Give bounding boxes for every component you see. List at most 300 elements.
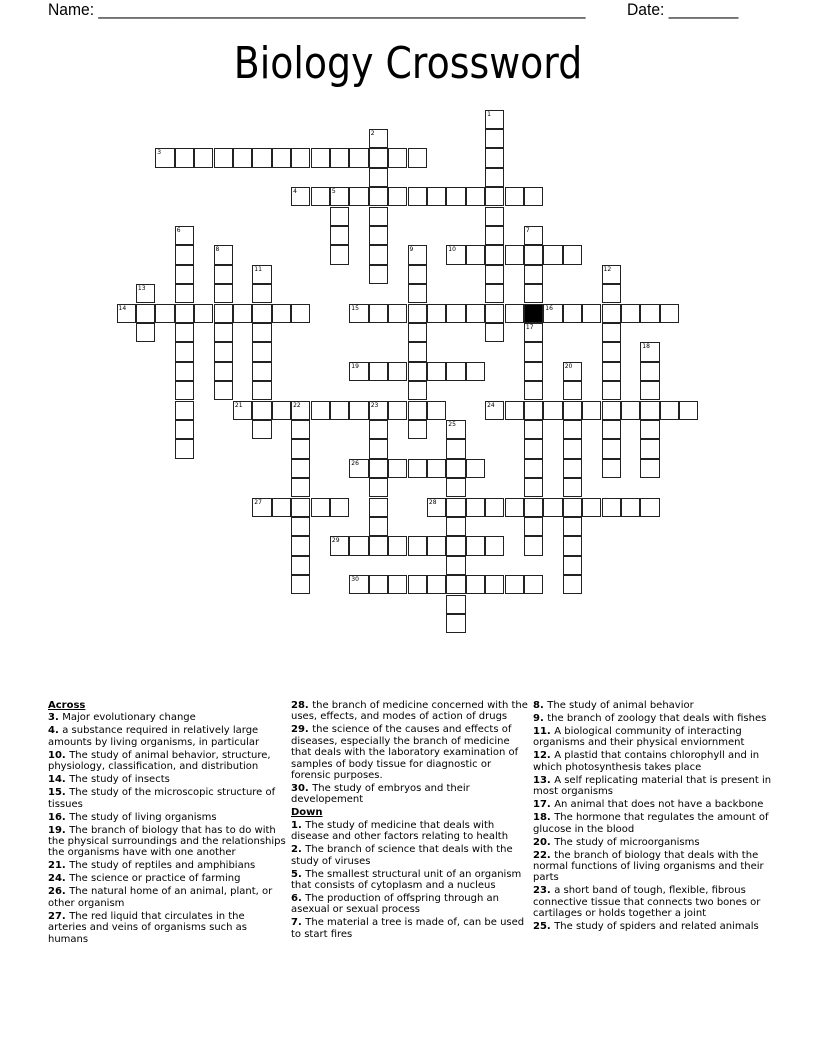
grid-cell[interactable] — [369, 362, 388, 381]
grid-cell[interactable] — [466, 459, 485, 478]
grid-cell[interactable] — [388, 304, 407, 323]
grid-cell[interactable] — [602, 284, 621, 303]
clue-number: 29. — [291, 724, 313, 736]
grid-cell[interactable] — [408, 265, 427, 284]
grid-cell[interactable] — [136, 323, 155, 342]
grid-cell[interactable] — [252, 362, 271, 381]
grid-cell[interactable] — [291, 536, 310, 555]
grid-cell[interactable] — [602, 498, 621, 517]
grid-cell[interactable] — [214, 362, 233, 381]
clue-number: 16. — [48, 811, 70, 823]
grid-cell[interactable] — [427, 362, 446, 381]
clue-number: 16 — [545, 304, 553, 312]
grid-cell[interactable] — [446, 614, 465, 633]
clue-number: 15. — [48, 787, 70, 799]
grid-cell[interactable] — [563, 245, 582, 264]
grid-cell[interactable] — [660, 304, 679, 323]
grid-cell[interactable] — [291, 498, 310, 517]
clue-number: 2 — [370, 129, 375, 137]
grid-cell[interactable] — [485, 226, 504, 245]
clue-number: 10. — [48, 749, 70, 761]
clue-item — [48, 860, 286, 871]
grid-cell[interactable] — [485, 245, 504, 264]
grid-cell[interactable] — [291, 517, 310, 536]
grid-cell[interactable] — [252, 342, 271, 361]
grid-cell[interactable] — [582, 498, 601, 517]
grid-cell[interactable] — [291, 420, 310, 439]
grid-cell[interactable] — [214, 342, 233, 361]
grid-cell[interactable] — [485, 284, 504, 303]
grid-cell[interactable] — [349, 536, 368, 555]
clue-text: The study of spiders and related animals — [554, 921, 759, 933]
grid-cell[interactable] — [175, 323, 194, 342]
grid-cell[interactable] — [369, 245, 388, 264]
grid-cell[interactable] — [369, 439, 388, 458]
grid-cell[interactable] — [505, 187, 524, 206]
grid-cell[interactable] — [408, 381, 427, 400]
clue-number: 12. — [533, 750, 555, 762]
clue-item — [533, 837, 773, 848]
grid-cell[interactable] — [408, 459, 427, 478]
grid-cell[interactable] — [563, 478, 582, 497]
grid-cell[interactable] — [485, 323, 504, 342]
clue-text: a substance required in relatively large amounts by living organisms, in particular — [48, 725, 260, 748]
grid-cell[interactable] — [194, 148, 213, 167]
grid-cell[interactable] — [408, 420, 427, 439]
grid-cell[interactable] — [252, 381, 271, 400]
grid-cell[interactable] — [408, 575, 427, 594]
grid-cell[interactable] — [466, 362, 485, 381]
grid-cell[interactable] — [214, 245, 233, 264]
grid-cell[interactable] — [640, 439, 659, 458]
clue-number: 27 — [254, 498, 262, 506]
grid-cell[interactable] — [446, 420, 465, 439]
grid-cell[interactable] — [175, 265, 194, 284]
grid-cell[interactable] — [214, 304, 233, 323]
grid-cell[interactable] — [311, 401, 330, 420]
grid-cell[interactable] — [252, 284, 271, 303]
clue-number: 23 — [370, 401, 379, 409]
grid-cell[interactable] — [369, 226, 388, 245]
grid-cell[interactable] — [524, 187, 543, 206]
grid-cell[interactable] — [485, 207, 504, 226]
grid-cell[interactable] — [563, 439, 582, 458]
grid-cell[interactable] — [388, 362, 407, 381]
grid-cell[interactable] — [505, 401, 524, 420]
grid-cell[interactable] — [388, 459, 407, 478]
grid-cell[interactable] — [252, 498, 271, 517]
grid-cell[interactable] — [252, 420, 271, 439]
clue-number: 29 — [331, 537, 340, 545]
grid-cell[interactable] — [466, 536, 485, 555]
grid-cell[interactable] — [388, 148, 407, 167]
grid-cell[interactable] — [136, 284, 155, 303]
grid-cell[interactable] — [330, 207, 349, 226]
clue-number: 22 — [293, 401, 301, 409]
grid-cell[interactable] — [369, 478, 388, 497]
grid-cell[interactable] — [563, 556, 582, 575]
clue-number: 4 — [293, 188, 297, 196]
grid-cell[interactable] — [155, 304, 174, 323]
clue-item — [291, 820, 529, 843]
clue-text: the branch of biology that deals with the normal functions of living organisms and their parts — [533, 849, 764, 884]
grid-cell[interactable] — [524, 575, 543, 594]
grid-cell[interactable] — [563, 381, 582, 400]
grid-cell[interactable] — [427, 401, 446, 420]
grid-cell[interactable] — [524, 420, 543, 439]
grid-cell[interactable] — [602, 342, 621, 361]
grid-cell[interactable] — [446, 245, 465, 264]
grid-cell[interactable] — [543, 401, 562, 420]
grid-cell[interactable] — [175, 304, 194, 323]
grid-cell[interactable] — [524, 362, 543, 381]
clue-item — [533, 750, 773, 773]
grid-cell[interactable] — [621, 498, 640, 517]
grid-cell[interactable] — [272, 401, 291, 420]
clue-text: The study of the microscopic structure of tissues — [48, 787, 276, 810]
grid-cell[interactable] — [466, 245, 485, 264]
grid-cell[interactable] — [388, 575, 407, 594]
grid-cell[interactable] — [446, 556, 465, 575]
clues-column-2 — [291, 700, 529, 942]
grid-cell[interactable] — [369, 459, 388, 478]
grid-cell[interactable] — [524, 323, 543, 342]
grid-cell[interactable] — [602, 401, 621, 420]
grid-cell[interactable] — [388, 536, 407, 555]
grid-cell[interactable] — [330, 498, 349, 517]
clue-number: 21 — [234, 401, 243, 409]
clue-number: 12 — [603, 265, 612, 273]
grid-cell[interactable] — [524, 459, 543, 478]
grid-cell[interactable] — [175, 362, 194, 381]
clue-number: 28. — [291, 700, 313, 711]
grid-cell[interactable] — [214, 381, 233, 400]
grid-cell[interactable] — [524, 498, 543, 517]
grid-cell[interactable] — [311, 498, 330, 517]
grid-cell[interactable] — [330, 226, 349, 245]
clue-number: 24. — [48, 873, 70, 885]
clue-number: 14. — [48, 774, 70, 786]
clue-text: Major evolutionary change — [62, 712, 196, 724]
grid-cell[interactable] — [446, 498, 465, 517]
date-field-label: Date: ________ — [627, 0, 739, 19]
grid-cell[interactable] — [640, 498, 659, 517]
grid-cell[interactable] — [466, 498, 485, 517]
grid-cell[interactable] — [214, 148, 233, 167]
grid-cell[interactable] — [291, 459, 310, 478]
grid-cell[interactable] — [485, 536, 504, 555]
grid-cell[interactable] — [524, 342, 543, 361]
grid-cell[interactable] — [311, 148, 330, 167]
grid-cell[interactable] — [291, 401, 310, 420]
grid-cell[interactable] — [466, 187, 485, 206]
clue-text: The branch of science that deals with the study of viruses — [291, 844, 513, 867]
grid-cell[interactable] — [640, 342, 659, 361]
grid-cell[interactable] — [175, 342, 194, 361]
grid-cell[interactable] — [485, 304, 504, 323]
grid-cell[interactable] — [427, 498, 446, 517]
grid-cell[interactable] — [446, 536, 465, 555]
grid-cell[interactable] — [485, 148, 504, 167]
grid-cell[interactable] — [233, 401, 252, 420]
grid-cell[interactable] — [485, 401, 504, 420]
grid-cell[interactable] — [388, 401, 407, 420]
grid-cell[interactable] — [291, 148, 310, 167]
grid-cell[interactable] — [369, 187, 388, 206]
clues-column-3 — [533, 700, 773, 934]
grid-cell[interactable] — [369, 575, 388, 594]
grid-cell[interactable] — [427, 187, 446, 206]
grid-cell[interactable] — [252, 401, 271, 420]
grid-cell[interactable] — [446, 187, 465, 206]
grid-cell[interactable] — [175, 245, 194, 264]
grid-cell[interactable] — [679, 401, 698, 420]
grid-cell[interactable] — [582, 304, 601, 323]
grid-cell[interactable] — [330, 401, 349, 420]
grid-cell[interactable] — [640, 381, 659, 400]
clue-number: 30. — [291, 783, 313, 795]
grid-cell[interactable] — [446, 478, 465, 497]
grid-cell[interactable] — [485, 265, 504, 284]
clue-number: 3. — [48, 712, 63, 724]
grid-cell[interactable] — [446, 575, 465, 594]
grid-cell[interactable] — [640, 362, 659, 381]
grid-cell[interactable] — [485, 575, 504, 594]
grid-cell[interactable] — [330, 245, 349, 264]
grid-cell[interactable] — [291, 439, 310, 458]
grid-cell[interactable] — [369, 129, 388, 148]
grid-cell[interactable] — [408, 187, 427, 206]
clue-text: The red liquid that circulates in the arteries and veins of organisms such as humans — [48, 910, 248, 945]
grid-cell[interactable] — [349, 401, 368, 420]
grid-cell[interactable] — [563, 304, 582, 323]
grid-cell[interactable] — [272, 304, 291, 323]
grid-cell[interactable] — [524, 265, 543, 284]
grid-cell[interactable] — [349, 575, 368, 594]
grid-cell[interactable] — [408, 342, 427, 361]
grid-cell[interactable] — [563, 536, 582, 555]
grid-cell[interactable] — [330, 148, 349, 167]
grid-cell[interactable] — [543, 498, 562, 517]
grid-cell[interactable] — [524, 478, 543, 497]
grid-cell[interactable] — [427, 304, 446, 323]
grid-cell[interactable] — [563, 362, 582, 381]
grid-cell[interactable] — [369, 498, 388, 517]
grid-cell[interactable] — [349, 187, 368, 206]
clue-item — [48, 873, 286, 884]
grid-cell[interactable] — [408, 323, 427, 342]
grid-cell[interactable] — [524, 536, 543, 555]
grid-cell[interactable] — [408, 148, 427, 167]
grid-cell[interactable] — [640, 304, 659, 323]
clue-number: 25 — [448, 420, 456, 428]
grid-cell[interactable] — [427, 575, 446, 594]
grid-cell[interactable] — [563, 401, 582, 420]
grid-cell[interactable] — [524, 517, 543, 536]
grid-cell[interactable] — [369, 207, 388, 226]
grid-cell[interactable] — [563, 575, 582, 594]
clue-number: 11. — [533, 726, 555, 737]
grid-cell[interactable] — [563, 420, 582, 439]
grid-cell[interactable] — [524, 245, 543, 264]
grid-cell[interactable] — [349, 362, 368, 381]
grid-cell[interactable] — [369, 420, 388, 439]
grid-cell[interactable] — [524, 439, 543, 458]
clue-text: The material a tree is made of, can be used to start fires — [291, 917, 525, 940]
grid-cell[interactable] — [524, 381, 543, 400]
grid-cell[interactable] — [640, 420, 659, 439]
grid-cell[interactable] — [466, 304, 485, 323]
clue-item — [533, 726, 773, 749]
grid-cell[interactable] — [214, 265, 233, 284]
grid-cell[interactable] — [214, 284, 233, 303]
grid-cell[interactable] — [602, 439, 621, 458]
grid-cell[interactable] — [175, 148, 194, 167]
grid-cell[interactable] — [446, 459, 465, 478]
grid-cell[interactable] — [582, 401, 601, 420]
grid-cell[interactable] — [175, 401, 194, 420]
clue-text: the branch of medicine concerned with the uses, effects, and modes of action of drugs — [291, 700, 528, 723]
grid-cell[interactable] — [408, 401, 427, 420]
grid-cell[interactable] — [272, 148, 291, 167]
clue-number: 11 — [254, 265, 262, 273]
grid-cell[interactable] — [505, 245, 524, 264]
grid-cell[interactable] — [621, 401, 640, 420]
grid-cell[interactable] — [505, 498, 524, 517]
grid-cell[interactable] — [291, 304, 310, 323]
grid-cell[interactable] — [369, 148, 388, 167]
grid-cell[interactable] — [369, 265, 388, 284]
clue-number: 7. — [291, 917, 306, 929]
grid-cell[interactable] — [349, 459, 368, 478]
grid-cell[interactable] — [214, 323, 233, 342]
grid-cell[interactable] — [485, 129, 504, 148]
grid-cell[interactable] — [505, 304, 524, 323]
grid-cell[interactable] — [369, 536, 388, 555]
grid-cell[interactable] — [524, 401, 543, 420]
grid-cell[interactable] — [369, 168, 388, 187]
grid-cell[interactable] — [233, 304, 252, 323]
grid-cell[interactable] — [311, 187, 330, 206]
grid-cell[interactable] — [563, 498, 582, 517]
grid-cell[interactable] — [563, 459, 582, 478]
grid-cell[interactable] — [621, 304, 640, 323]
grid-cell[interactable] — [330, 187, 349, 206]
grid-cell[interactable] — [175, 226, 194, 245]
grid-cell[interactable] — [369, 304, 388, 323]
grid-cell[interactable] — [505, 575, 524, 594]
clue-item — [48, 774, 286, 785]
clue-number: 24 — [487, 401, 495, 409]
grid-cell[interactable] — [272, 498, 291, 517]
clue-number: 5 — [331, 188, 336, 196]
grid-cell[interactable] — [602, 459, 621, 478]
clue-number: 4. — [48, 725, 63, 737]
grid-cell[interactable] — [485, 168, 504, 187]
grid-cell[interactable] — [485, 498, 504, 517]
grid-cell[interactable] — [602, 304, 621, 323]
grid-cell[interactable] — [466, 575, 485, 594]
clue-text: A biological community of interacting organisms and their physical enviornment — [533, 726, 745, 749]
grid-cell[interactable] — [408, 536, 427, 555]
grid-cell[interactable] — [563, 517, 582, 536]
grid-cell[interactable] — [602, 420, 621, 439]
grid-cell[interactable] — [291, 187, 310, 206]
grid-cell[interactable] — [660, 401, 679, 420]
grid-cell[interactable] — [446, 517, 465, 536]
grid-cell[interactable] — [233, 148, 252, 167]
grid-cell[interactable] — [291, 478, 310, 497]
grid-cell[interactable] — [427, 536, 446, 555]
clue-number: 19 — [351, 362, 359, 370]
clue-number: 28 — [428, 498, 437, 506]
grid-cell[interactable] — [175, 284, 194, 303]
grid-cell[interactable] — [446, 439, 465, 458]
grid-cell[interactable] — [388, 187, 407, 206]
grid-cell[interactable] — [640, 401, 659, 420]
clue-number: 17 — [525, 323, 534, 331]
clue-text: An animal that does not have a backbone — [554, 799, 764, 811]
grid-cell[interactable] — [446, 595, 465, 614]
grid-cell[interactable] — [369, 517, 388, 536]
grid-cell[interactable] — [175, 420, 194, 439]
clue-number: 9 — [409, 246, 414, 254]
grid-cell[interactable] — [252, 148, 271, 167]
clues-column-1 — [48, 700, 286, 947]
grid-cell[interactable] — [485, 187, 504, 206]
grid-cell[interactable] — [252, 265, 271, 284]
grid-cell[interactable] — [408, 245, 427, 264]
grid-cell[interactable] — [349, 304, 368, 323]
clue-number: 20. — [533, 836, 555, 848]
grid-cell[interactable] — [543, 245, 562, 264]
grid-cell[interactable] — [446, 304, 465, 323]
grid-cell[interactable] — [291, 575, 310, 594]
grid-cell[interactable] — [485, 110, 504, 129]
grid-cell[interactable] — [602, 323, 621, 342]
grid-cell[interactable] — [602, 381, 621, 400]
clue-number: 17. — [533, 799, 555, 811]
grid-cell[interactable] — [175, 381, 194, 400]
clue-item — [533, 799, 773, 810]
grid-cell[interactable] — [427, 459, 446, 478]
grid-cell[interactable] — [602, 362, 621, 381]
grid-cell[interactable] — [640, 459, 659, 478]
grid-cell[interactable] — [117, 304, 136, 323]
grid-cell[interactable] — [136, 304, 155, 323]
clue-item — [48, 812, 286, 823]
grid-cell[interactable] — [408, 284, 427, 303]
grid-cell[interactable] — [446, 362, 465, 381]
grid-cell[interactable] — [524, 226, 543, 245]
black-cell — [524, 304, 543, 323]
grid-cell[interactable] — [524, 284, 543, 303]
grid-cell[interactable] — [543, 304, 562, 323]
grid-cell[interactable] — [408, 304, 427, 323]
grid-cell[interactable] — [194, 304, 213, 323]
grid-cell[interactable] — [602, 265, 621, 284]
grid-cell[interactable] — [252, 304, 271, 323]
grid-cell[interactable] — [349, 148, 368, 167]
grid-cell[interactable] — [155, 148, 174, 167]
clue-item — [533, 921, 773, 932]
grid-cell[interactable] — [408, 362, 427, 381]
grid-cell[interactable] — [369, 401, 388, 420]
grid-cell[interactable] — [252, 323, 271, 342]
grid-cell[interactable] — [330, 536, 349, 555]
grid-cell[interactable] — [175, 439, 194, 458]
grid-cell[interactable] — [291, 556, 310, 575]
